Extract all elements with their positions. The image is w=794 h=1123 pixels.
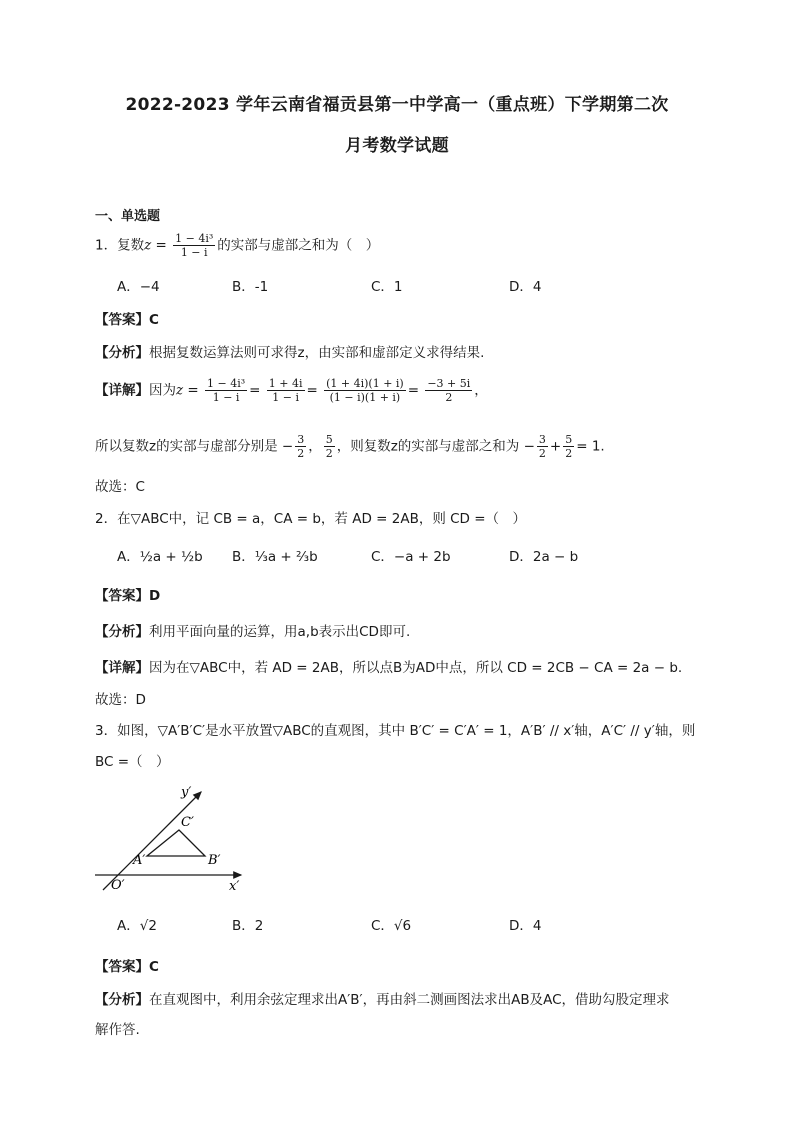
q1-line2-frac-4-den: 2 [565,447,573,460]
section-heading: 一、单选题 [95,209,161,224]
q1-detail-frac-3-den: (1 − i)(1 + i) [329,391,401,404]
q1-fraction [173,232,215,259]
q1-line2-frac-2-den: 2 [325,447,333,460]
q1-line2-a: 所以复数z的实部与虚部分别是 [95,438,278,455]
q2-detail-text: 因为在▽ABC中，若 AD = 2AB，所以点B为AD中点，所以 CD = 2CB − CA = 2a − b. [149,660,683,676]
q2-answer [95,584,160,604]
q1-analysis [95,341,484,361]
q1-detail-tag: 【详解】 [95,382,149,399]
q2-option-b: B．⅓a + ⅔b [232,549,318,565]
q2-analysis-tag: 【分析】 [95,624,149,640]
point-b-label: B′ [208,853,221,868]
q1-option-c: C．1 [371,279,403,295]
q1-line2-frac-2-num: 5 [325,433,333,446]
q1-detail-frac-2-den: 1 − i [272,391,299,404]
q3-stem-line-1: 3．如图，▽A′B′C′是水平放置▽ABC的直观图，其中 B′C′ = C′A′ = 1，A′B′ // x′轴，A′C′ // y′轴，则 [95,723,696,739]
q1-line2-frac-3-den: 2 [538,447,546,460]
x-axis-label: x′ [229,879,240,894]
triangle-abc-prime [147,830,205,856]
q1-detail-frac-2 [267,377,305,404]
q1-line2-frac-1 [295,433,306,460]
q1-answer-text: 【答案】C [95,312,159,328]
q1-detail-prefix: 因为 [149,382,176,399]
q1-conclusion: 故选：C [95,479,145,495]
q1-line2-frac-4 [563,433,574,460]
q1-stem [95,232,379,259]
q1-detail-frac-1 [205,377,247,404]
title-line-2: 月考数学试题 [345,136,449,156]
q1-option-a: A．−4 [117,279,160,295]
q1-line2-frac-1-num: 3 [297,433,305,446]
q2-option-c: C．−a + 2b [371,549,451,565]
origin-label: O′ [111,878,125,893]
q1-stem-prefix: 1．复数 [95,237,145,254]
q1-detail-frac-1-den: 1 − i [212,391,240,404]
point-c-label: C′ [181,815,194,830]
q1-detail-frac-4-num: −3 + 5i [427,377,471,390]
q1-analysis-tag: 【分析】 [95,345,149,361]
q1-option-b: B．-1 [232,279,269,295]
q1-detail-z: z = [176,382,199,399]
q3-analysis-text: 在直观图中，利用余弦定理求出A′B′，再由斜二测画图法求出AB及AC，借助勾股定理求 [149,992,670,1008]
q1-line2-c: = 1. [576,438,605,455]
q3-option-c: C．√6 [371,918,412,934]
q2-detail-tag: 【详解】 [95,660,149,676]
q1-frac-num: 1 − 4i³ [175,232,214,245]
q2-stem: 2．在▽ABC中，记 CB = a，CA = b，若 AD = 2AB，则 CD =（ ） [95,511,527,527]
q1-stem-suffix: 的实部与虚部之和为（ ） [217,237,380,254]
q1-detail-frac-1-num: 1 − 4i³ [207,377,246,390]
q3-analysis-tag: 【分析】 [95,992,149,1008]
y-axis-label: y′ [181,785,192,800]
title-line-1: 2022-2023 学年云南省福贡县第一中学高一（重点班）下学期第二次 [125,95,669,115]
q2-detail [95,656,682,676]
q1-detail: 【详解】因为z = $\frac{\text{1 − 4i³}}{1 - i}$ = $\frac{1 + 4i}{1 - i}$ = $\frac{(1 + 4i)(1 + i)}{(1 - i)(1 + i)}$ = $\frac{-3 + 5i}{2}$ ， [95,377,488,404]
oblique-triangle-figure [95,778,255,898]
q1-detail-frac-4 [425,377,472,404]
q2-analysis-text: 利用平面向量的运算，用a,b表示出CD即可. [149,624,411,640]
q1-line2-frac-3-num: 3 [538,433,546,446]
q1-line2-frac-2 [324,433,335,460]
q2-conclusion: 故选：D [95,692,146,708]
q2-answer-text: 【答案】D [95,588,161,604]
q3-answer-text: 【答案】C [95,959,159,975]
q1-detail-line-2: 所以复数z的实部与虚部分别是 − $\frac{3}{2}$ ， $\frac{5}{2}$ ，则复数z的实部与虚部之和为 − $\frac{3}{2}$ + $\frac{5}{2}$ = 1. [95,433,605,460]
q1-line2-frac-4-num: 5 [565,433,573,446]
q1-answer [95,308,159,328]
q3-analysis-line-2: 解作答. [95,1022,140,1038]
q3-analysis [95,988,670,1008]
q1-option-d: D．4 [509,279,542,295]
q3-option-d: D．4 [509,918,542,934]
q1-line2-frac-3 [537,433,548,460]
q2-option-d: D．2a − b [509,549,579,565]
q1-line2-frac-1-den: 2 [297,447,305,460]
q3-answer [95,955,159,975]
q1-detail-frac-3 [324,377,406,404]
q1-detail-frac-4-den: 2 [445,391,453,404]
q3-stem-line-2: BC =（ ） [95,754,170,770]
q2-option-a: A．½a + ½b [117,549,203,565]
q1-detail-frac-2-num: 1 + 4i [268,377,303,390]
point-a-label: A′ [133,853,146,868]
q1-analysis-text: 根据复数运算法则可求得z，由实部和虚部定义求得结果. [149,345,485,361]
q1-detail-frac-3-num: (1 + 4i)(1 + i) [326,377,404,390]
q1-frac-den: 1 − i [180,246,208,259]
q2-analysis [95,620,410,640]
q1-line2-b: ，则复数z的实部与虚部之和为 [336,438,520,455]
q3-option-a: A．√2 [117,918,157,934]
q3-option-b: B．2 [232,918,264,934]
q1-z-label: z = [144,237,167,254]
